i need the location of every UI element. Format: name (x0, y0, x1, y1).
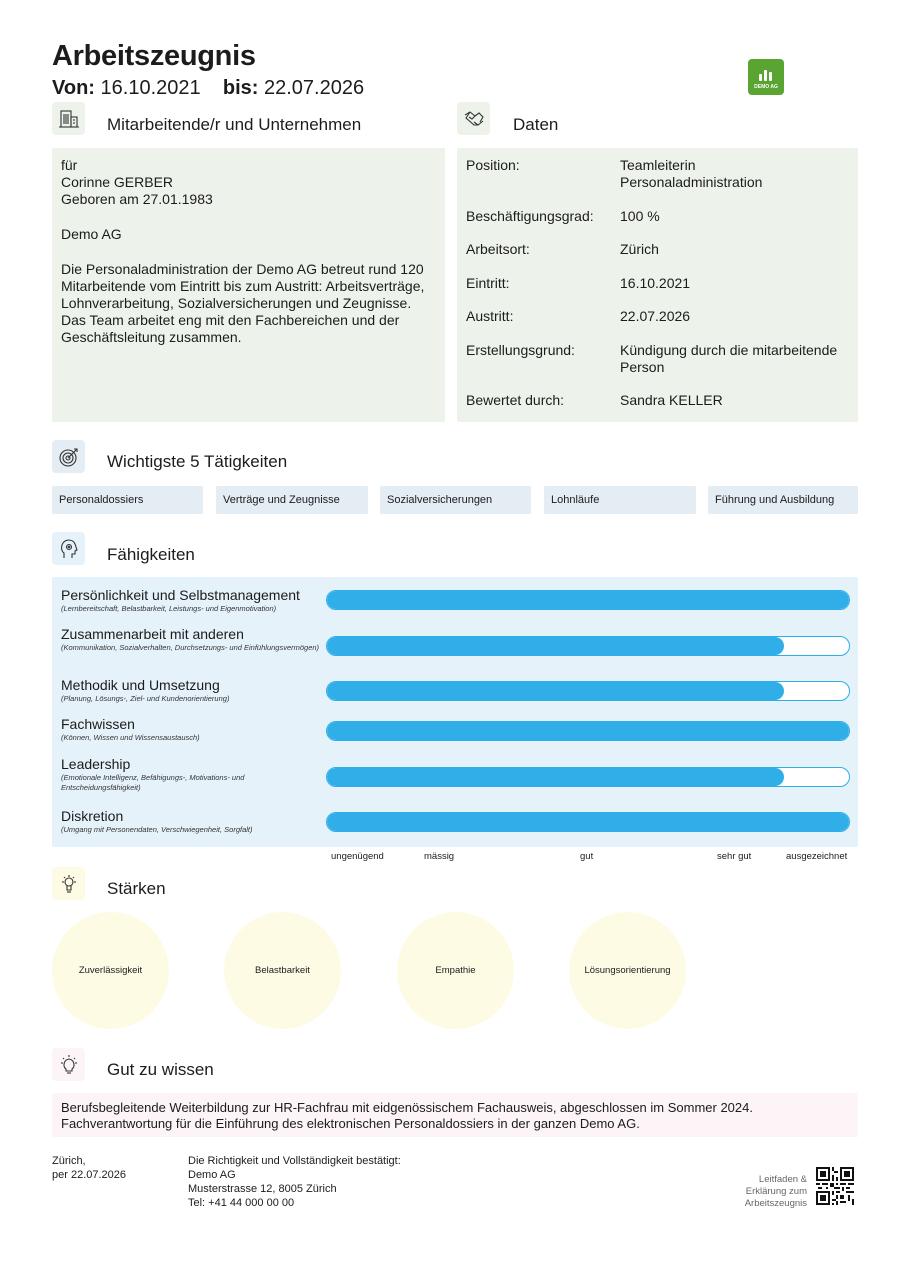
skill-bar-fill (327, 722, 849, 740)
data-value: 22.07.2026 (620, 308, 691, 324)
scale-label: ungenügend (331, 851, 384, 862)
data-value: 16.10.2021 (620, 275, 691, 291)
skill-desc: (Lernbereitschaft, Belastbarkeit, Leistungs- und Eigenmotivation) (61, 604, 277, 613)
data-heading: Daten (513, 115, 559, 134)
employee-box (52, 148, 445, 422)
from-date: 16.10.2021 (100, 77, 201, 99)
data-value: Zürich (620, 241, 659, 257)
skill-bar (326, 812, 850, 832)
skill-label (61, 809, 323, 835)
for-label: für (61, 157, 78, 173)
page-title: Arbeitszeugnis (52, 40, 256, 72)
skill-name: Diskretion (61, 808, 124, 824)
skill-name: Leadership (61, 756, 131, 772)
footer-place: Zürich, (52, 1155, 86, 1167)
strength-item: Zuverlässigkeit (52, 912, 169, 1029)
skill-name: Zusammenarbeit mit anderen (61, 626, 244, 642)
skill-bar (326, 590, 850, 610)
task-item: Verträge und Zeugnisse (216, 486, 368, 514)
guide-line: Erklärung zum (745, 1186, 807, 1197)
task-item: Lohnläufe (544, 486, 696, 514)
footer-confirm: Die Richtigkeit und Vollständigkeit bestätigt: (188, 1155, 401, 1167)
strength-item: Lösungsorientierung (569, 912, 686, 1029)
data-value: Kündigung durch die mitarbeitende Person (620, 342, 838, 375)
knowledge-line: Fachverantwortung für die Einführung des elektronischen Personaldossiers in der ganzen Demo AG. (61, 1116, 640, 1131)
to-date: 22.07.2026 (263, 77, 365, 99)
skill-desc: (Emotionale Intelligenz, Befähigungs-, Motivations- und Entscheidungsfähigkeit) (61, 773, 245, 792)
skill-desc: (Kommunikation, Sozialverhalten, Durchsetzungs- und Einfühlungsvermögen) (61, 643, 320, 652)
skills-box (52, 577, 858, 847)
data-label: Erstellungsgrund: (466, 342, 575, 358)
scale-label: mässig (424, 851, 455, 862)
footer-confirmation (188, 1154, 401, 1210)
skill-bar-fill (327, 637, 784, 655)
logo-text: DEMO AG (754, 84, 778, 90)
skill-name: Persönlichkeit und Selbstmanagement (61, 587, 300, 603)
to-label: bis: (222, 77, 259, 99)
footer-place-date (52, 1154, 126, 1182)
guide-line: Leitfaden & (758, 1174, 807, 1185)
skills-heading: Fähigkeiten (107, 545, 195, 564)
data-value: 100 % (620, 208, 660, 224)
data-value: Sandra KELLER (620, 392, 723, 408)
data-value: Teamleiterin Personaladministration (620, 157, 763, 190)
data-label: Position: (466, 157, 520, 173)
skill-bar (326, 636, 850, 656)
skill-bar-fill (327, 813, 849, 831)
head-gear-icon (52, 532, 85, 565)
footer-date: per 22.07.2026 (52, 1169, 127, 1181)
data-box (457, 148, 858, 422)
company-name: Demo AG (61, 226, 122, 242)
data-label: Bewertet durch: (466, 392, 565, 408)
tasks-heading: Wichtigste 5 Tätigkeiten (107, 452, 288, 471)
strength-item: Belastbarkeit (224, 912, 341, 1029)
period (52, 77, 364, 100)
company-description: Die Personaladministration der Demo AG betreut rund 120 Mitarbeitende vom Eintritt bis zum Austritt: Arbeitsverträge, Lohnverarbeitung, Sozialversicherungen und Zeugnisse. Das Team arbeitet eng mit den Fachbereichen und der Geschäftsleitung zusammen. (61, 261, 425, 345)
skill-label (61, 627, 323, 653)
task-item: Führung und Ausbildung (708, 486, 858, 514)
task-item: Personaldossiers (52, 486, 203, 514)
skill-name: Fachwissen (61, 716, 135, 732)
data-label: Arbeitsort: (466, 241, 530, 257)
footer-phone: Tel: +41 44 000 00 00 (188, 1197, 295, 1209)
employee-heading: Mitarbeitende/r und Unternehmen (107, 115, 362, 134)
logo-bars-icon (759, 69, 773, 81)
skill-bar (326, 767, 850, 787)
skill-bar-fill (327, 682, 784, 700)
skill-desc: (Umgang mit Personendaten, Verschwiegenheit, Sorgfalt) (61, 825, 253, 834)
scale-label: sehr gut (717, 851, 752, 862)
target-icon (52, 440, 85, 473)
strength-item: Empathie (397, 912, 514, 1029)
skill-desc: (Planung, Lösungs-, Ziel- und Kundenorientierung) (61, 694, 230, 703)
strengths-heading: Stärken (107, 879, 166, 898)
lightbulb-icon (52, 1048, 85, 1081)
skill-bar-fill (327, 591, 849, 609)
footer-company: Demo AG (188, 1169, 236, 1181)
data-label: Austritt: (466, 308, 514, 324)
skill-bar (326, 721, 850, 741)
knowledge-box (52, 1093, 858, 1137)
company-logo (748, 59, 784, 95)
skill-desc: (Können, Wissen und Wissensaustausch) (61, 733, 200, 742)
guide-line: Arbeitszeugnis (744, 1198, 807, 1209)
skill-name: Methodik und Umsetzung (61, 677, 220, 693)
skill-label (61, 717, 323, 743)
skill-label (61, 757, 323, 793)
skill-label (61, 678, 323, 704)
scale-label: ausgezeichnet (786, 851, 848, 862)
skill-bar-fill (327, 768, 784, 786)
scale-label: gut (580, 851, 594, 862)
guide-link[interactable] (700, 1174, 807, 1210)
skill-bar (326, 681, 850, 701)
skill-label (61, 588, 323, 614)
knowledge-line: Berufsbegleitende Weiterbildung zur HR-Fachfrau mit eidgenössischem Fachausweis, abgeschlossen im Sommer 2024. (61, 1100, 753, 1115)
employee-birth: Geboren am 27.01.1983 (61, 191, 213, 207)
task-item: Sozialversicherungen (380, 486, 531, 514)
qr-code-icon[interactable] (816, 1167, 854, 1205)
footer-address: Musterstrasse 12, 8005 Zürich (188, 1183, 337, 1195)
data-label: Eintritt: (466, 275, 510, 291)
gear-bulb-icon (52, 867, 85, 900)
employee-name: Corinne GERBER (61, 174, 174, 190)
handshake-icon (457, 102, 490, 135)
knowledge-heading: Gut zu wissen (107, 1060, 214, 1079)
building-icon (52, 102, 85, 135)
data-label: Beschäftigungsgrad: (466, 208, 594, 224)
from-label: Von: (52, 77, 95, 99)
